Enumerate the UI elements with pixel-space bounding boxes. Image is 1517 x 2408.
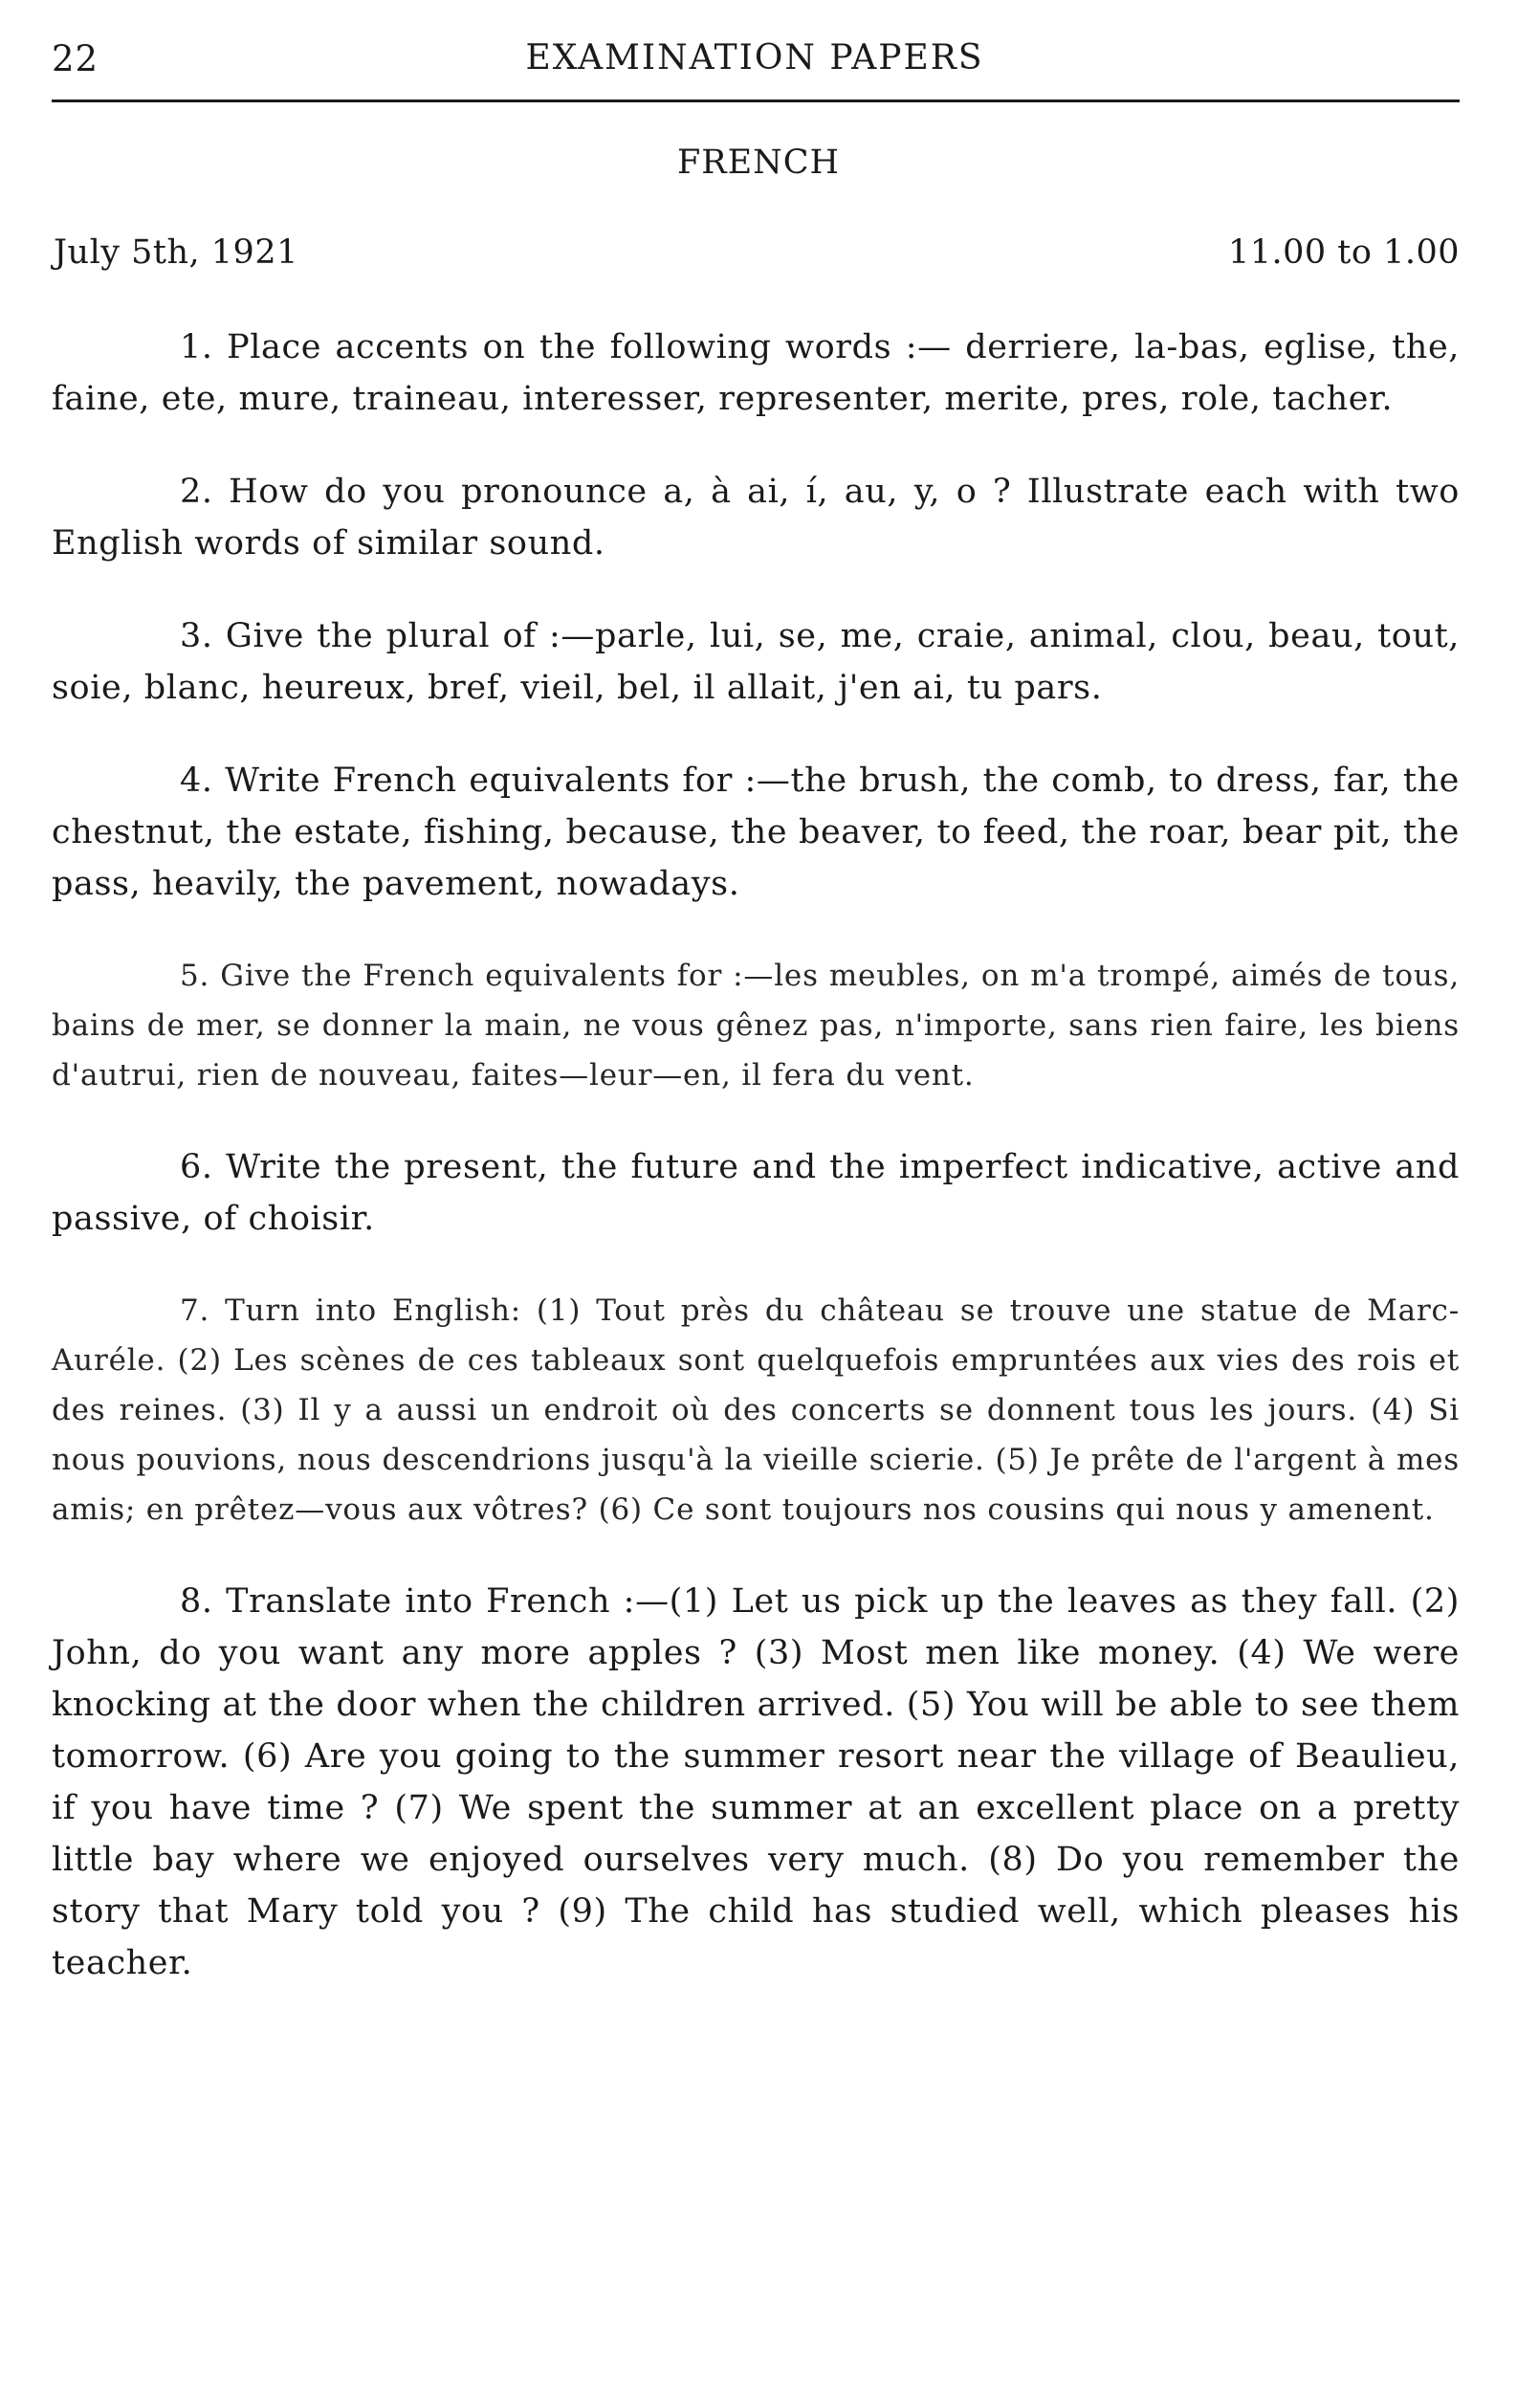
question-5 (52, 951, 1460, 1100)
exam-date: July 5th, 1921 (54, 233, 298, 272)
question-number: 2. (180, 473, 213, 511)
question-number: 8. (180, 1582, 213, 1621)
question-number: 5. (180, 959, 210, 993)
header-rule (52, 99, 1460, 102)
question-3 (52, 610, 1460, 714)
question-text: How do you pronounce a, à ai, í, au, y, o ? Illustrate each with two English words of similar sound. (52, 473, 1460, 563)
subject-heading: FRENCH (676, 144, 841, 182)
question-7 (52, 1286, 1460, 1535)
question-6 (52, 1141, 1460, 1245)
question-text: Turn into English: (1) Tout près du château se trouve une statue de Marc-Auréle. (2) Les scènes de ces tableaux sont quelquefois empruntées aux vies des rois et des reines. (3) Il y a aussi un endroit où des concerts se donnent tous les jours. (4) Si nous pouvions, nous descendrions jusqu'à la vieille scierie. (5) Je prête de l'argent à mes amis; en prêtez—vous aux vôtres? (6) Ce sont toujours nos cousins qui nous y amenent. (52, 1293, 1460, 1527)
header-title: EXAMINATION PAPERS (525, 38, 984, 77)
question-number: 7. (180, 1293, 210, 1328)
question-text: Write the present, the future and the imperfect indicative, active and passive, of choisir. (52, 1148, 1460, 1238)
question-number: 6. (180, 1148, 213, 1186)
question-4 (52, 755, 1460, 910)
exam-time: 11.00 to 1.00 (1227, 233, 1460, 272)
question-list (52, 321, 1460, 2030)
question-number: 1. (180, 328, 213, 366)
question-number: 4. (180, 762, 213, 800)
running-head (52, 38, 1458, 86)
question-text: Give the plural of :—parle, lui, se, me, craie, animal, clou, beau, tout, soie, blanc, heureux, bref, vieil, bel, il allait, j'en ai, tu pars. (52, 617, 1460, 707)
question-text: Translate into French :—(1) Let us pick up the leaves as they fall. (2) John, do you want any more apples ? (3) Most men like money. (4) We were knocking at the door when the children arrived. (5) You will be able to see them tomorrow. (6) Are you going to the summer resort near the village of Beaulieu, if you have time ? (7) We spent the summer at an excellent place on a pretty little bay where we enjoyed ourselves very much. (8) Do you remember the story that Mary told you ? (9) The child has studied well, which pleases his teacher. (52, 1582, 1460, 1982)
question-text: Give the French equivalents for :—les meubles, on m'a trompé, aimés de tous, bains de mer, se donner la main, ne vous gênez pas, n'importe, sans rien faire, les biens d'autrui, rien de nouveau, faites—leur—en, il fera du vent. (52, 959, 1460, 1093)
question-text: Write French equivalents for :—the brush, the comb, to dress, far, the chestnut, the estate, fishing, because, the beaver, to feed, the roar, bear pit, the pass, heavily, the pavement, nowadays. (52, 762, 1460, 903)
question-text: Place accents on the following words :— derriere, la-bas, eglise, the, faine, ete, mure, traineau, interesser, representer, merite, pres, role, tacher. (52, 328, 1460, 418)
question-8 (52, 1576, 1460, 1989)
question-1 (52, 321, 1460, 425)
question-2 (52, 466, 1460, 569)
question-number: 3. (180, 617, 213, 655)
page-number: 22 (52, 38, 99, 79)
